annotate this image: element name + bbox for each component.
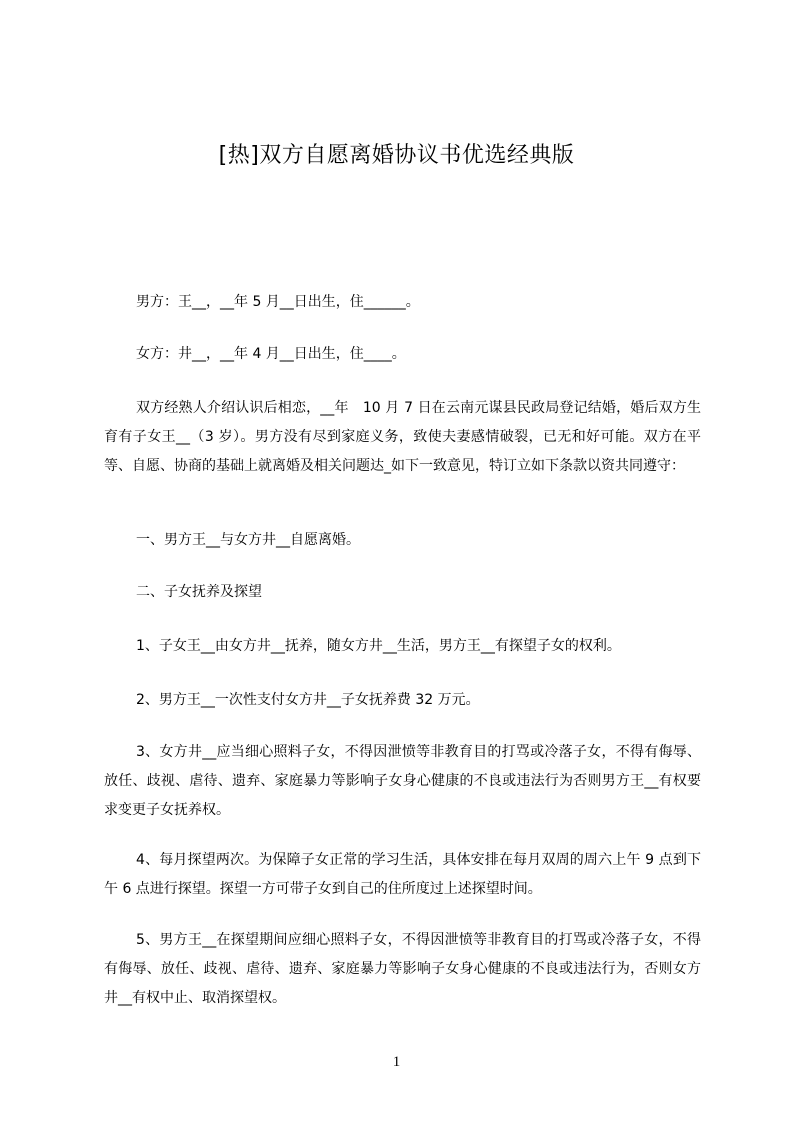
paragraph-wife-info: 女方：井__，__年 4 月__日出生，住____。 bbox=[136, 346, 406, 362]
paragraph-item-3: 3、女方井__应当细心照料子女，不得因泄愤等非教育目的打骂或冷落子女，不得有侮辱、放任、歧视、虐待、遗弃、家庭暴力等影响子女身心健康的不良或违法行为否则男方王__有权要求变更子女抚养权。 bbox=[104, 744, 701, 818]
page-number: 1 bbox=[392, 1054, 401, 1070]
paragraph-item-2: 2、男方王__一次性支付女方井__子女抚养费 32 万元。 bbox=[136, 692, 480, 708]
paragraph-clause-1: 一、男方王__与女方井__自愿离婚。 bbox=[136, 532, 360, 548]
document-title: [热]双方自愿离婚协议书优选经典版 bbox=[218, 143, 575, 168]
paragraph-item-5: 5、男方王__在探望期间应细心照料子女，不得因泄愤等非教育目的打骂或冷落子女，不得有侮辱、放任、歧视、虐待、遗弃、家庭暴力等影响子女身心健康的不良或违法行为，否则女方井__有权中止、取消探望权。 bbox=[104, 932, 701, 1006]
paragraph-background: 双方经熟人介绍认识后相恋，__年 10 月 7 日在云南元谋县民政局登记结婚，婚后双方生育有子女王__（3 岁）。男方没有尽到家庭义务，致使夫妻感情破裂，已无和好可能。双方在平等、自愿、协商的基础上就离婚及相关问题达_如下一致意见，特订立如下条款以资共同遵守： bbox=[104, 400, 701, 474]
paragraph-item-1: 1、子女王__由女方井__抚养，随女方井__生活，男方王__有探望子女的权利。 bbox=[136, 638, 621, 654]
paragraph-husband-info: 男方：王__，__年 5 月__日出生，住______。 bbox=[136, 294, 420, 310]
paragraph-item-4: 4、每月探望两次。为保障子女正常的学习生活，具体安排在每月双周的周六上午 9 点到下午 6 点进行探望。探望一方可带子女到自己的住所度过上述探望时间。 bbox=[104, 852, 701, 897]
paragraph-clause-2-heading: 二、子女抚养及探望 bbox=[136, 584, 262, 600]
